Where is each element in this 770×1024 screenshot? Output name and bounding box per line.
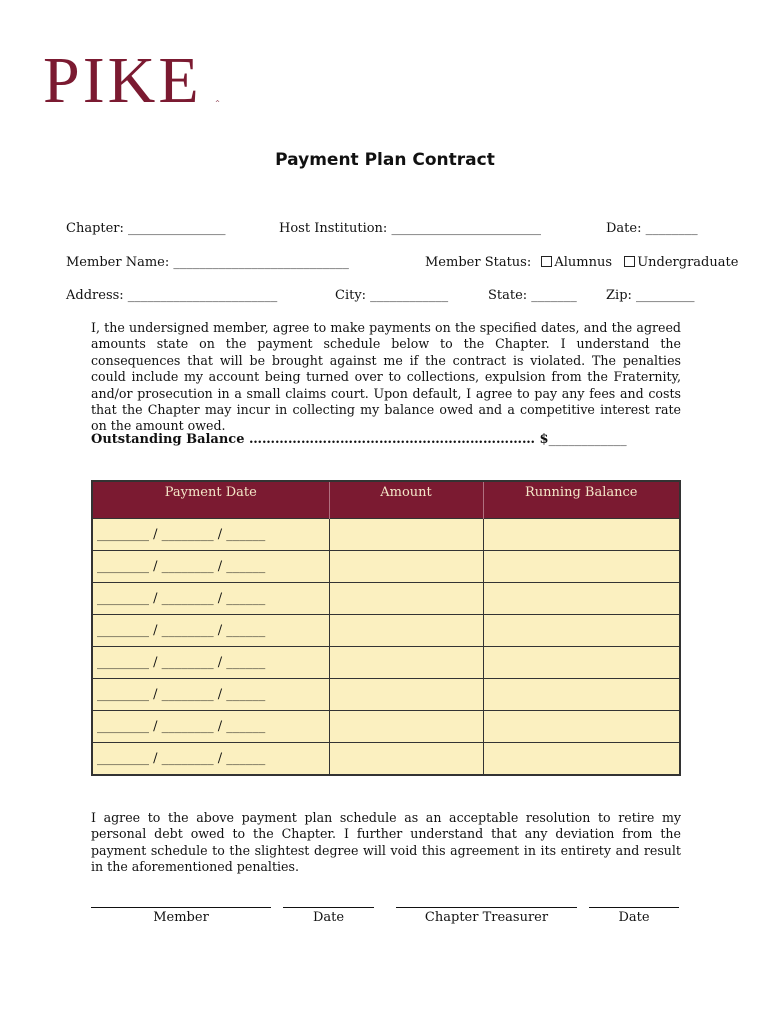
member-signature-line[interactable] <box>91 907 271 908</box>
table-row <box>92 647 680 679</box>
closing-paragraph: I agree to the above payment plan schedule as an acceptable resolution to retire my personal debt owed to the Chapter. I further understand that any deviation from the payment schedule to the slightest degree will void this agreement in its entirety and result in the aforementioned penalties. <box>91 810 681 875</box>
running-balance-cell[interactable] <box>483 743 680 776</box>
table-row <box>92 551 680 583</box>
chapter-field[interactable]: Chapter: _______________ <box>66 221 226 236</box>
date-field[interactable]: Date: ________ <box>606 221 698 236</box>
payment-date-cell[interactable]: ________ / ________ / ______ <box>92 711 329 743</box>
table-row <box>92 583 680 615</box>
undergraduate-label: Undergraduate <box>637 255 739 270</box>
outstanding-balance-field[interactable]: ____________ <box>548 432 627 447</box>
treasurer-signature-line[interactable] <box>396 907 577 908</box>
payment-schedule-table <box>91 480 681 776</box>
table-row <box>92 519 680 551</box>
payment-date-cell[interactable]: ________ / ________ / ______ <box>92 647 329 679</box>
table-row <box>92 615 680 647</box>
running-balance-cell[interactable] <box>483 551 680 583</box>
running-balance-cell[interactable] <box>483 647 680 679</box>
amount-cell[interactable] <box>329 743 483 776</box>
alumnus-checkbox[interactable] <box>541 256 552 267</box>
member-date-line[interactable] <box>283 907 374 908</box>
member-status-label: Member Status: <box>425 255 532 270</box>
amount-cell[interactable] <box>329 583 483 615</box>
table-row <box>92 679 680 711</box>
amount-cell[interactable] <box>329 615 483 647</box>
payment-date-cell[interactable]: ________ / ________ / ______ <box>92 679 329 711</box>
zip-field[interactable]: Zip: _________ <box>606 288 695 303</box>
header-payment-date: Payment Date <box>92 481 329 519</box>
treasurer-signature-label: Chapter Treasurer <box>424 910 549 925</box>
address-field[interactable]: Address: _______________________ <box>66 288 278 303</box>
agreement-paragraph: I, the undersigned member, agree to make payments on the specified dates, and the agreed amounts state on the payment schedule below to the Chapter. I understand the consequences that will be brought against me if the contract is violated. The penalties could include my account being turned over to collections, expulsion from the Fraternity, and/or prosecution in a small claims court. Upon default, I agree to pay any fees and costs that the Chapter may incur in collecting my balance owed and a competitive interest rate on the amount owed. <box>91 320 681 434</box>
pike-logo: PIKE <box>43 44 202 117</box>
page-title: Payment Plan Contract <box>275 150 495 170</box>
treasurer-date-line[interactable] <box>589 907 679 908</box>
state-field[interactable]: State: _______ <box>488 288 577 303</box>
running-balance-cell[interactable] <box>483 711 680 743</box>
header-running-balance: Running Balance <box>483 481 680 519</box>
payment-date-cell[interactable]: ________ / ________ / ______ <box>92 551 329 583</box>
amount-cell[interactable] <box>329 711 483 743</box>
member-signature-label: Member <box>153 910 209 925</box>
table-row <box>92 743 680 776</box>
amount-cell[interactable] <box>329 519 483 551</box>
running-balance-cell[interactable] <box>483 583 680 615</box>
header-amount: Amount <box>329 481 483 519</box>
city-field[interactable]: City: ____________ <box>335 288 449 303</box>
member-date-label: Date <box>312 910 345 925</box>
logo-trademark-mark: ^ <box>215 100 221 107</box>
outstanding-balance <box>91 432 627 447</box>
member-status-group <box>425 255 738 270</box>
payment-date-cell[interactable]: ________ / ________ / ______ <box>92 583 329 615</box>
payment-date-cell[interactable]: ________ / ________ / ______ <box>92 615 329 647</box>
amount-cell[interactable] <box>329 647 483 679</box>
amount-cell[interactable] <box>329 551 483 583</box>
payment-date-cell[interactable]: ________ / ________ / ______ <box>92 743 329 776</box>
treasurer-date-label: Date <box>618 910 650 925</box>
table-header-row <box>92 481 680 519</box>
running-balance-cell[interactable] <box>483 519 680 551</box>
host-institution-field[interactable]: Host Institution: _______________________ <box>279 221 541 236</box>
running-balance-cell[interactable] <box>483 615 680 647</box>
amount-cell[interactable] <box>329 679 483 711</box>
undergraduate-checkbox[interactable] <box>624 256 635 267</box>
payment-date-cell[interactable]: ________ / ________ / ______ <box>92 519 329 551</box>
member-name-field[interactable]: Member Name: ___________________________ <box>66 255 349 270</box>
running-balance-cell[interactable] <box>483 679 680 711</box>
alumnus-label: Alumnus <box>554 255 613 270</box>
table-row <box>92 711 680 743</box>
outstanding-balance-label: Outstanding Balance ………………………………………………………… $ <box>91 432 549 447</box>
